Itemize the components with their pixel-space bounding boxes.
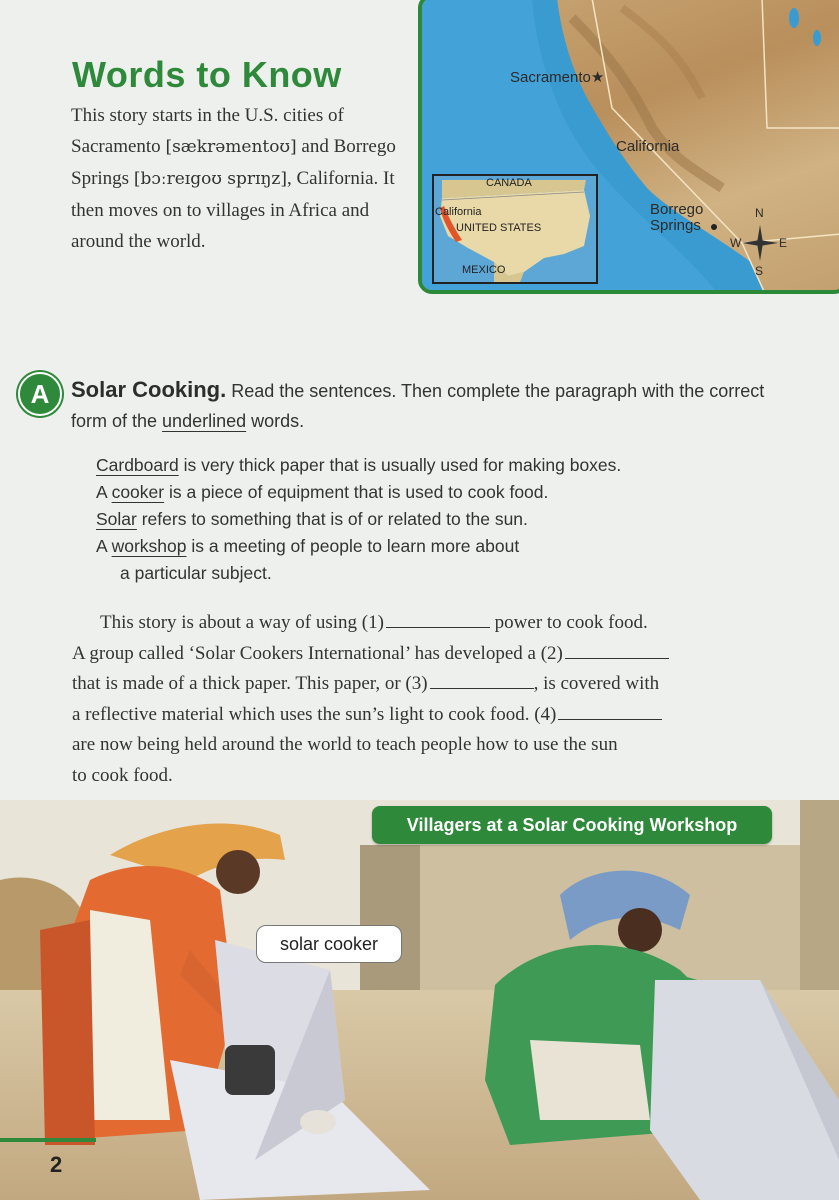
answer-blank-1[interactable]: [386, 609, 490, 628]
blank-number-1: (1): [361, 612, 384, 633]
footer-accent-rule: [0, 1138, 96, 1142]
compass-south: S: [755, 264, 764, 278]
definition-cooker: A cooker is a piece of equipment that is used to cook food.: [96, 482, 549, 502]
villagers-illustration-image: [0, 800, 839, 1200]
vocab-word: Cardboard: [96, 455, 179, 475]
inset-label-california: California: [435, 206, 482, 218]
words-to-know-body: This story starts in the U.S. cities of Sacramento [sækrəmentoʊ] and Borrego Springs [bɔːreɪgoʊ sprɪŋz], California. It then moves on to villages in Africa and around the world.: [71, 105, 396, 252]
definition-list: [96, 452, 736, 587]
definition-workshop-continued: a particular subject.: [120, 563, 272, 583]
pronunciation-sacramento: [sækrəmentoʊ]: [165, 137, 297, 157]
underlined-keyword: underlined: [162, 411, 247, 431]
compass-east: E: [779, 236, 788, 250]
solar-cooker-callout-label: solar cooker: [256, 925, 402, 963]
inset-label-canada: CANADA: [486, 177, 532, 189]
page-number: 2: [50, 1152, 63, 1177]
compass-north: N: [755, 206, 764, 220]
blank-number-4: (4): [534, 703, 557, 725]
words-to-know-title: Words to Know: [72, 54, 342, 95]
answer-blank-3[interactable]: [430, 670, 534, 689]
section-a-heading: Solar Cooking.: [71, 377, 227, 402]
answer-blank-2[interactable]: [565, 640, 669, 659]
blank-number-2: (2): [540, 642, 563, 664]
definition-solar: Solar refers to something that is of or related to the sun.: [96, 509, 528, 529]
illustration-caption-banner: Villagers at a Solar Cooking Workshop: [372, 806, 772, 844]
pronunciation-borrego-springs: [bɔːreɪgoʊ sprɪŋz]: [133, 169, 287, 189]
section-a-badge: A: [18, 372, 62, 416]
map-label-california: California: [616, 138, 680, 155]
inset-label-mexico: MEXICO: [462, 264, 506, 276]
answer-blank-4[interactable]: [558, 701, 662, 720]
map-inset-north-america: [432, 174, 598, 284]
map-label-sacramento: Sacramento★: [510, 69, 605, 86]
workshop-illustration: [0, 800, 839, 1200]
definition-cardboard: Cardboard is very thick paper that is usually used for making boxes.: [96, 455, 622, 475]
section-a-instruction: Solar Cooking. Read the sentences. Then complete the paragraph with the correct form of the underlined words.: [71, 377, 765, 431]
vocab-word: workshop: [111, 536, 187, 556]
blank-number-3: (3): [405, 673, 428, 694]
compass-west: W: [730, 236, 742, 250]
vocab-word: cooker: [111, 482, 165, 502]
vocab-word: Solar: [96, 509, 137, 529]
map-label-borrego-springs: Borrego Springs: [650, 201, 704, 234]
cloze-paragraph: This story is about a way of using (1) power to cook food. A group called ‘Solar Cookers International’ has developed a (2) that is made of a thick paper. This paper, or (3) , is covered with a reflective material which uses the sun’s light to cook food. (4) are now being held around the world to teach people how to use the sun to cook food.: [72, 608, 772, 791]
inset-label-united-states: UNITED STATES: [456, 222, 542, 234]
definition-workshop: A workshop is a meeting of people to learn more about: [96, 536, 520, 556]
california-map: [418, 0, 839, 294]
